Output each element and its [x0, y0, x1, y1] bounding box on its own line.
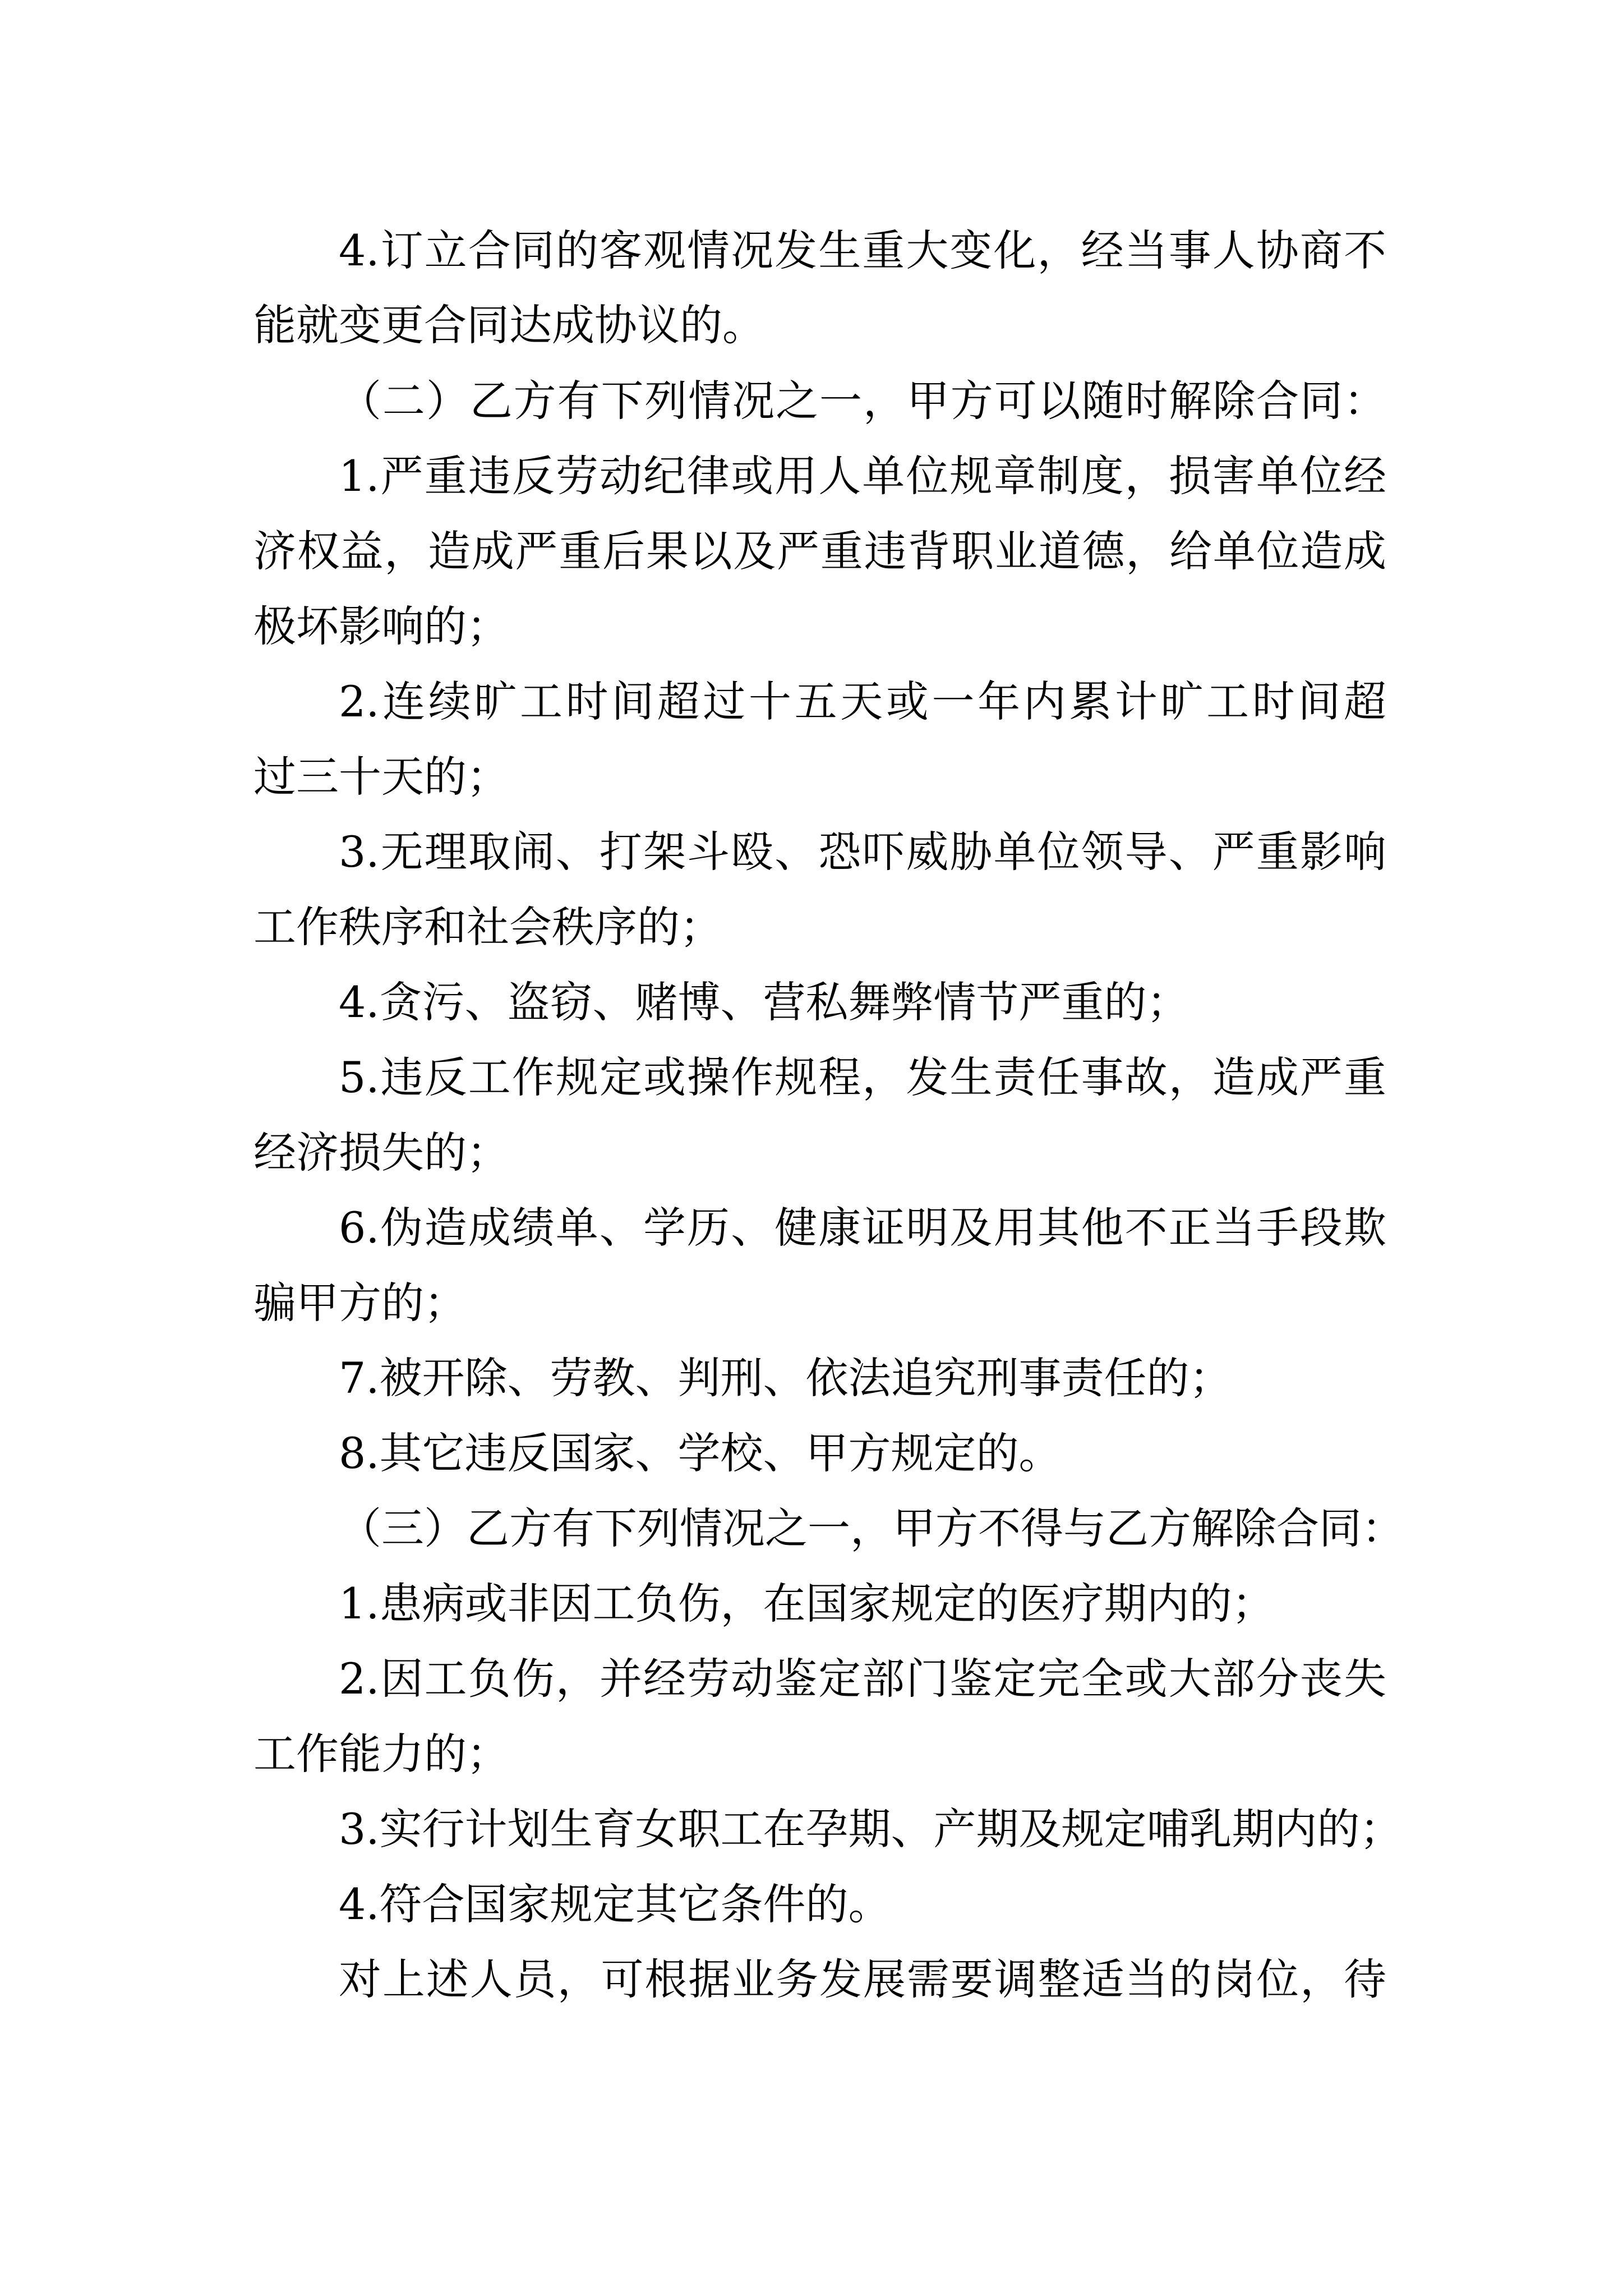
text-line: 1.患病或非因工负伤，在国家规定的医疗期内的；	[339, 1579, 1275, 1628]
text-line: （二）乙方有下列情况之一，甲方可以随时解除合同：	[339, 376, 1386, 426]
text-line: 8.其它违反国家、学校、甲方规定的。	[339, 1428, 1062, 1478]
text-line: 骗甲方的；	[253, 1278, 467, 1328]
text-line: 过三十天的；	[253, 752, 509, 802]
text-line: 2.因工负伤，并经劳动鉴定部门鉴定完全或大部分丧失	[339, 1654, 1386, 1704]
text-line: 6.伪造成绩单、学历、健康证明及用其他不正当手段欺	[339, 1203, 1386, 1253]
text-line: 极坏影响的；	[253, 601, 509, 651]
text-line: 经济损失的；	[253, 1128, 509, 1177]
text-line: 对上述人员，可根据业务发展需要调整适当的岗位，待	[339, 1954, 1386, 2004]
text-line: 4.订立合同的客观情况发生重大变化，经当事人协商不	[339, 226, 1386, 275]
text-line: 5.违反工作规定或操作规程，发生责任事故，造成严重	[339, 1052, 1386, 1102]
text-line: 7.被开除、劳教、判刑、依法追究刑事责任的；	[339, 1353, 1232, 1403]
text-line: 4.符合国家规定其它条件的。	[339, 1879, 891, 1929]
text-line: 工作秩序和社会秩序的；	[253, 902, 722, 952]
text-line: 济权益，造成严重后果以及严重违背职业道德，给单位造成	[253, 526, 1386, 576]
text-line: 工作能力的；	[253, 1729, 509, 1779]
text-line: 2.连续旷工时间超过十五天或一年内累计旷工时间超	[339, 677, 1386, 726]
text-line: 1.严重违反劳动纪律或用人单位规章制度，损害单位经	[339, 451, 1386, 501]
text-line: 3.无理取闹、打架斗殴、恐吓威胁单位领导、严重影响	[339, 827, 1386, 877]
text-line: 3.实行计划生育女职工在孕期、产期及规定哺乳期内的；	[339, 1804, 1403, 1854]
text-line: （三）乙方有下列情况之一，甲方不得与乙方解除合同：	[339, 1503, 1404, 1553]
text-line: 4.贪污、盗窃、赌博、营私舞弊情节严重的；	[339, 977, 1189, 1027]
text-line: 能就变更合同达成协议的。	[253, 300, 765, 350]
